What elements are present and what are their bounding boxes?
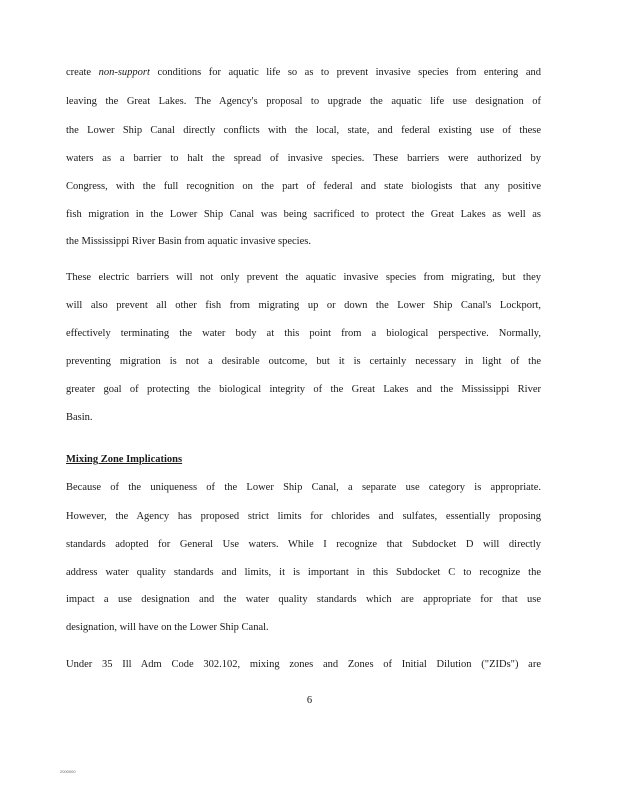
paragraph-3-line-3: standards adopted for General Use waters. While I recognize that Subdocket D will directly xyxy=(66,539,541,550)
paragraph-2-line-4: preventing migration is not a desirable outcome, but it is certainly necessary in light of the xyxy=(66,356,541,367)
paragraph-3-line-5: impact a use designation and the water quality standards which are appropriate for that use xyxy=(66,594,541,605)
paragraph-3-line-4: address water quality standards and limits, it is important in this Subdocket C to recognize the xyxy=(66,567,541,578)
paragraph-2-line-1: These electric barriers will not only prevent the aquatic invasive species from migrating, but they xyxy=(66,272,541,283)
emphasis-non-support: non-support xyxy=(98,67,150,78)
paragraph-2-line-6: Basin. xyxy=(66,412,93,423)
footer-document-code: 2000000 xyxy=(60,769,76,774)
paragraph-1-line-7: the Mississippi River Basin from aquatic invasive species. xyxy=(66,236,311,247)
paragraph-1-line-3: the Lower Ship Canal directly conflicts with the local, state, and federal existing use of these xyxy=(66,125,541,136)
paragraph-1-line-5: Congress, with the full recognition on the part of federal and state biologists that any positive xyxy=(66,181,541,192)
paragraph-1-line-2: leaving the Great Lakes. The Agency's proposal to upgrade the aquatic life use designation of xyxy=(66,96,541,107)
page-number: 6 xyxy=(306,695,313,706)
paragraph-4-line-1: Under 35 Ill Adm Code 302.102, mixing zones and Zones of Initial Dilution ("ZIDs") are xyxy=(66,659,541,670)
paragraph-2-line-3: effectively terminating the water body at this point from a biological perspective. Normally, xyxy=(66,328,541,339)
paragraph-1-line-6: fish migration in the Lower Ship Canal was being sacrificed to protect the Great Lakes as well as xyxy=(66,209,541,220)
paragraph-2-line-5: greater goal of protecting the biological integrity of the Great Lakes and the Mississippi River xyxy=(66,384,541,395)
section-heading-mixing-zone: Mixing Zone Implications xyxy=(66,454,183,465)
paragraph-1-line-4: waters as a barrier to halt the spread of invasive species. These barriers were authorized by xyxy=(66,153,541,164)
paragraph-1-line-1: create non-support conditions for aquatic life so as to prevent invasive species from entering and xyxy=(66,67,541,78)
paragraph-3-line-6: designation, will have on the Lower Ship Canal. xyxy=(66,622,269,633)
paragraph-3-line-1: Because of the uniqueness of the Lower Ship Canal, a separate use category is appropriate. xyxy=(66,482,541,493)
paragraph-3-line-2: However, the Agency has proposed strict limits for chlorides and sulfates, essentially proposing xyxy=(66,511,541,522)
paragraph-2-line-2: will also prevent all other fish from migrating up or down the Lower Ship Canal's Lockport, xyxy=(66,300,541,311)
